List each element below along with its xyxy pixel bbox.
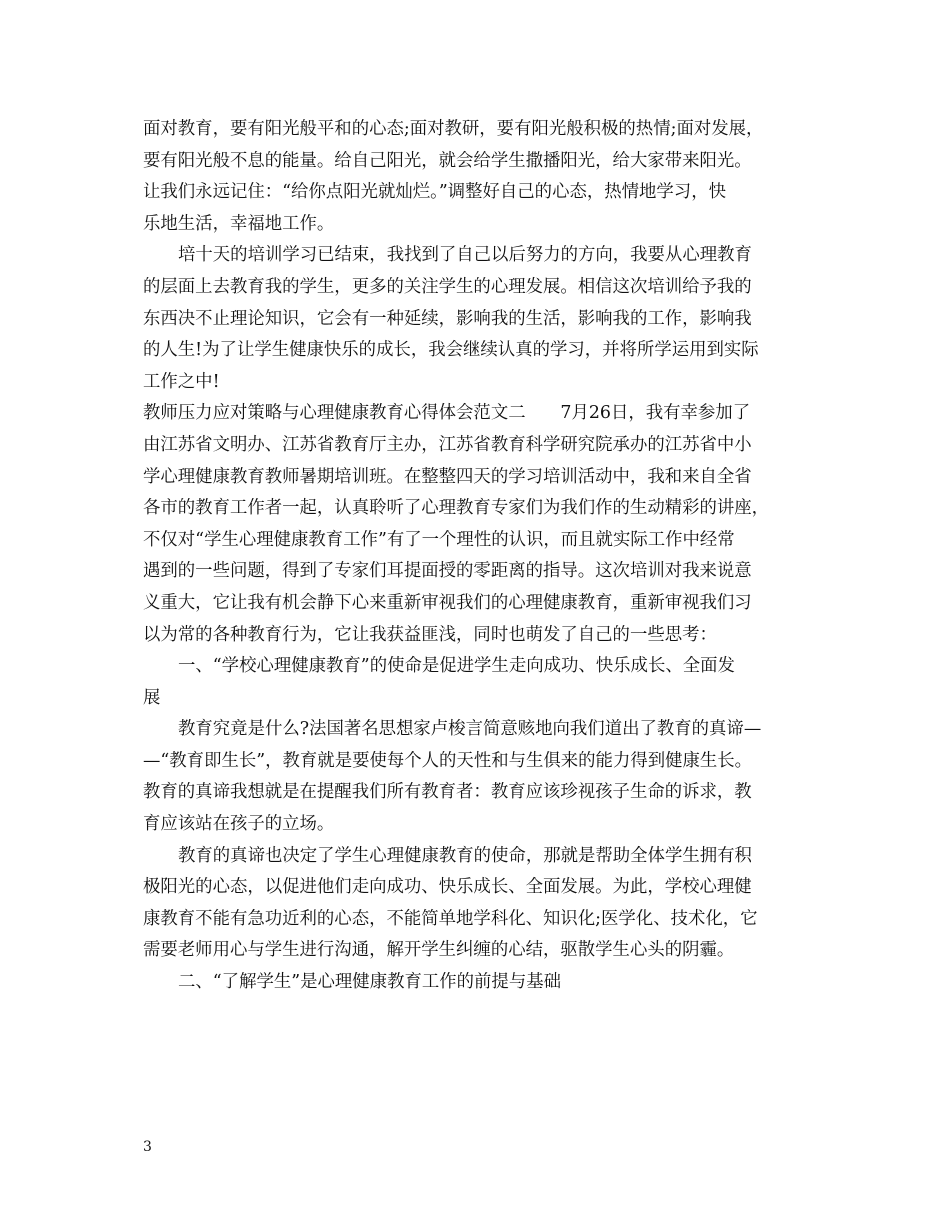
text-line: 不仅对“学生心理健康教育工作”有了一个理性的认识，而且就实际工作中经常 xyxy=(143,529,735,550)
text-line: 乐地生活，幸福地工作。 xyxy=(143,213,335,234)
text-line: 学心理健康教育教师暑期培训班。在整整四天的学习培训活动中，我和来自全省 xyxy=(143,466,752,487)
text-line: 极阳光的心态，以促进他们走向成功、快乐成长、全面发展。为此，学校心理健 xyxy=(143,877,752,898)
text-line: 要有阳光般不息的能量。给自己阳光，就会给学生撒播阳光，给大家带来阳光。 xyxy=(143,150,752,171)
text-line: 工作之中! xyxy=(143,371,220,392)
text-line: 教育究竟是什么?法国著名思想家卢梭言简意赅地向我们道出了教育的真谛— xyxy=(178,719,762,740)
text-line: 的层面上去教育我的学生，更多的关注学生的心理发展。相信这次培训给予我的 xyxy=(143,276,752,297)
text-line: 东西决不止理论知识，它会有一种延续，影响我的生活，影响我的工作，影响我 xyxy=(143,308,752,329)
text-line: 康教育不能有急功近利的心态，不能简单地学科化、知识化;医学化、技术化，它 xyxy=(143,908,758,929)
text-line: 培十天的培训学习已结束，我找到了自己以后努力的方向，我要从心理教育 xyxy=(178,245,752,266)
text-line: 二、“了解学生”是心理健康教育工作的前提与基础 xyxy=(178,972,561,993)
text-line: 一、“学校心理健康教育”的使命是促进学生走向成功、快乐成长、全面发 xyxy=(178,656,735,677)
text-line: 教育的真谛也决定了学生心理健康教育的使命，那就是帮助全体学生拥有积 xyxy=(178,845,752,866)
body-text xyxy=(143,114,823,999)
text-line: 面对教育，要有阳光般平和的心态;面对教研，要有阳光般积极的热情;面对发展， xyxy=(143,119,764,139)
text-line: 以为常的各种教育行为，它让我获益匪浅，同时也萌发了自己的一些思考： xyxy=(143,624,717,645)
text-line: 需要老师用心与学生进行沟通，解开学生纠缠的心结，驱散学生心头的阴霾。 xyxy=(143,940,735,961)
text-line: 遇到的一些问题，得到了专家们耳提面授的零距离的指导。这次培训对我来说意 xyxy=(143,561,752,582)
text-line: 展 xyxy=(143,687,161,708)
text-line: 义重大，它让我有机会静下心来重新审视我们的心理健康教育，重新审视我们习 xyxy=(143,592,752,613)
text-line: 由江苏省文明办、江苏省教育厅主办，江苏省教育科学研究院承办的江苏省中小 xyxy=(143,434,752,455)
text-line: 育应该站在孩子的立场。 xyxy=(143,814,335,835)
text-line: —“教育即生长”，教育就是要使每个人的天性和与生俱来的能力得到健康生长。 xyxy=(143,750,753,771)
text-line: 各市的教育工作者一起，认真聆听了心理教育专家们为我们作的生动精彩的讲座， xyxy=(143,498,770,519)
text-line: 教育的真谛我想就是在提醒我们所有教育者：教育应该珍视孩子生命的诉求，教 xyxy=(143,782,752,803)
text-line: 让我们永远记住：“给你点阳光就灿烂。”调整好自己的心态，热情地学习，快 xyxy=(143,182,726,203)
text-line: 的人生!为了让学生健康快乐的成长，我会继续认真的学习，并将所学运用到实际 xyxy=(143,340,759,361)
text-line: 教师压力应对策略与心理健康教育心得体会范文二 7月26日，我有幸参加了 xyxy=(143,403,751,424)
page-number: 3 xyxy=(143,1139,152,1155)
